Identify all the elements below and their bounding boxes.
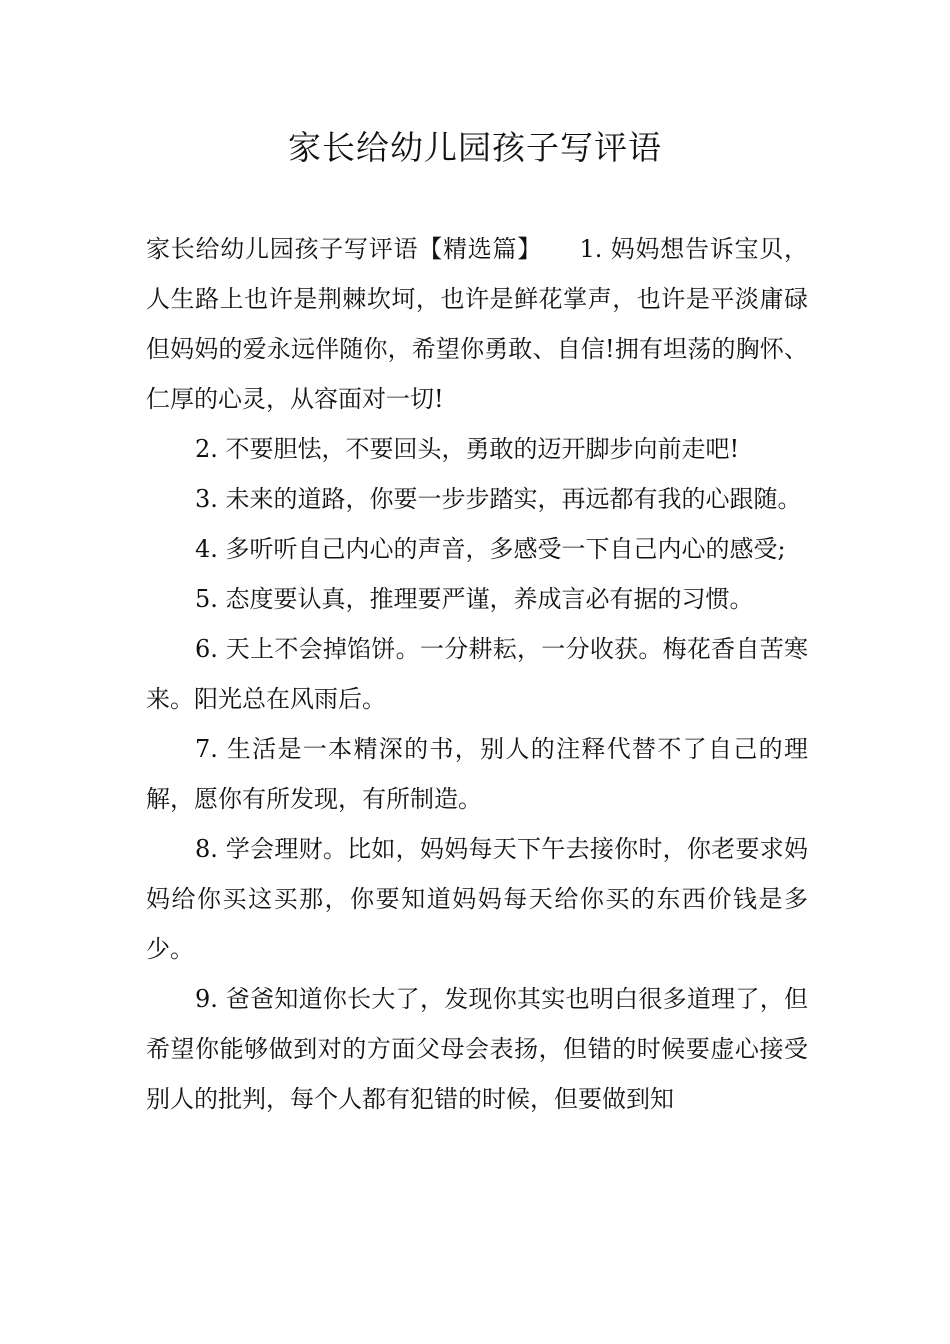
paragraph-1: 家长给幼儿园孩子写评语【精选篇】 1. 妈妈想告诉宝贝，人生路上也许是荆棘坎坷，也许是鲜花掌声，也许是平淡庸碌但妈妈的爱永远伴随你，希望你勇敢、自信!拥有坦荡的胸怀、仁厚的心灵，从容面对一切! <box>146 235 808 413</box>
paragraph-2: 2. 不要胆怯，不要回头，勇敢的迈开脚步向前走吧! <box>195 435 740 463</box>
paragraph-6: 6. 天上不会掉馅饼。一分耕耘，一分收获。梅花香自苦寒来。阳光总在风雨后。 <box>146 635 808 713</box>
paragraph-9: 9. 爸爸知道你长大了，发现你其实也明白很多道理了，但希望你能够做到对的方面父母会表扬，但错的时候要虚心接受别人的批判，每个人都有犯错的时候，但要做到知 <box>146 985 808 1113</box>
paragraph-3: 3. 未来的道路，你要一步步踏实，再远都有我的心跟随。 <box>195 485 802 513</box>
document-body <box>146 224 808 1124</box>
paragraph-7: 7. 生活是一本精深的书，别人的注释代替不了自己的理解，愿你有所发现，有所制造。 <box>146 735 808 813</box>
paragraph-8: 8. 学会理财。比如，妈妈每天下午去接你时，你老要求妈妈给你买这买那，你要知道妈妈每天给你买的东西价钱是多少。 <box>146 835 808 963</box>
paragraph-4: 4. 多听听自己内心的声音，多感受一下自己内心的感受; <box>195 535 786 563</box>
document-title: 家长给幼儿园孩子写评语 <box>288 128 662 167</box>
paragraph-5: 5. 态度要认真，推理要严谨，养成言必有据的习惯。 <box>195 585 754 613</box>
